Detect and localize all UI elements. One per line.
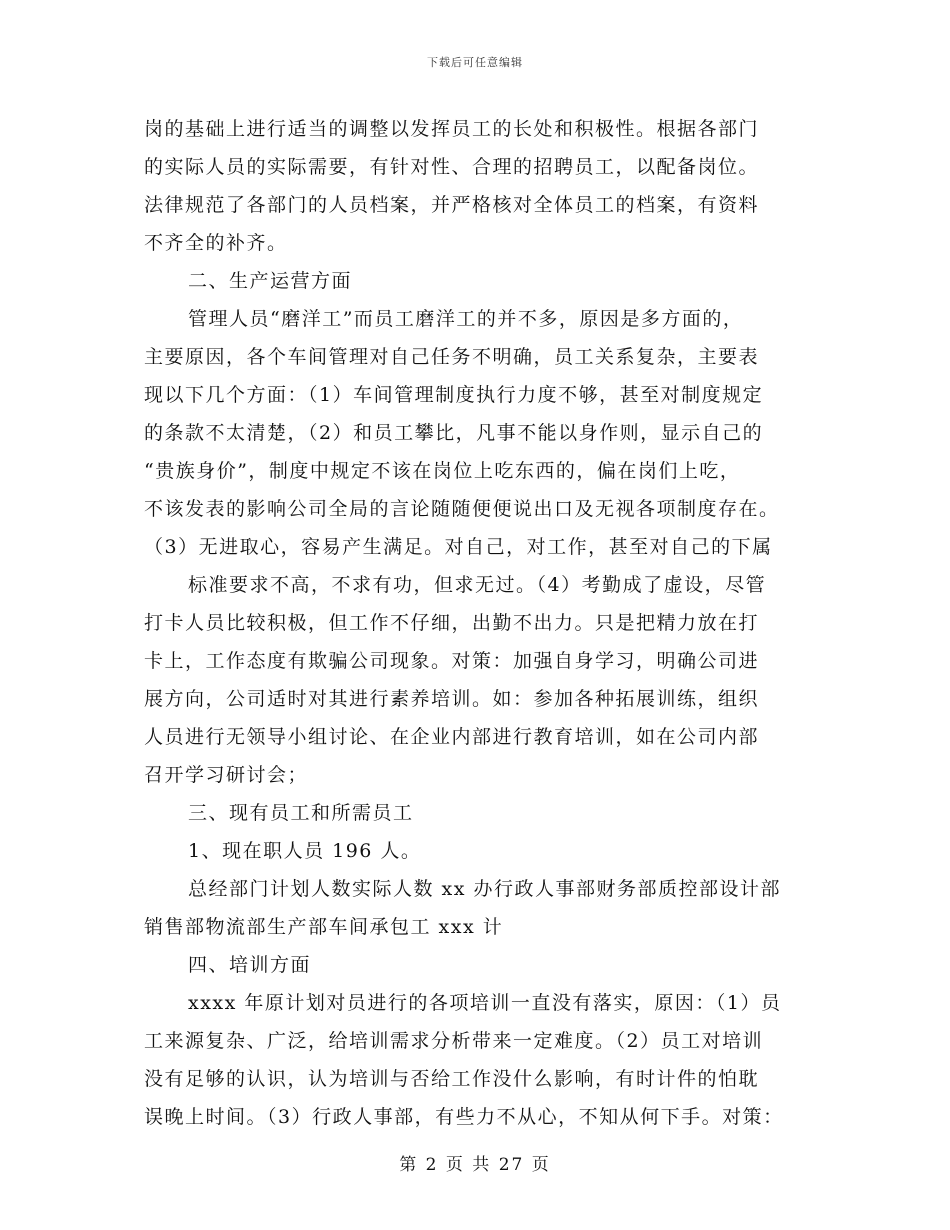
section-heading: 四、培训方面 xyxy=(188,954,312,976)
body-line: 销售部物流部生产部车间承包工 xxx 计 xyxy=(144,916,504,938)
body-line: 法律规范了各部门的人员档案，并严格核对全体员工的档案，有资料 xyxy=(144,194,760,216)
body-line: 现以下几个方面：（1）车间管理制度执行力度不够，甚至对制度规定 xyxy=(144,384,764,406)
body-line: xxxx 年原计划对员进行的各项培训一直没有落实，原因：（1）员 xyxy=(188,992,782,1014)
section-heading: 二、生产运营方面 xyxy=(188,270,353,292)
body-line: 的实际人员的实际需要，有针对性、合理的招聘员工，以配备岗位。 xyxy=(144,156,760,178)
body-line: 打卡人员比较积极，但工作不仔细，出勤不出力。只是把精力放在打 xyxy=(144,612,760,634)
body-line: 1、现在职人员 196 人。 xyxy=(188,840,422,862)
body-line: 展方向，公司适时对其进行素养培训。如：参加各种拓展训练，组织 xyxy=(144,688,760,710)
body-line: 主要原因，各个车间管理对自己任务不明确，员工关系复杂，主要表 xyxy=(144,346,760,368)
document-body xyxy=(144,110,824,1136)
page-header: 下载后可任意编辑 xyxy=(427,56,523,69)
section-heading: 三、现有员工和所需员工 xyxy=(188,802,414,824)
body-line: 误晚上时间。（3）行政人事部，有些力不从心，不知从何下手。对策： xyxy=(144,1106,784,1128)
body-line: 工来源复杂、广泛，给培训需求分析带来一定难度。（2）员工对培训 xyxy=(144,1030,764,1052)
body-line: 的条款不太清楚，（2）和员工攀比，凡事不能以身作则，显示自己的 xyxy=(144,422,764,444)
body-line: 管理人员“磨洋工”而员工磨洋工的并不多，原因是多方面的， xyxy=(188,308,744,330)
body-line: 总经部门计划人数实际人数 xx 办行政人事部财务部质控部设计部 xyxy=(188,878,782,900)
body-line: 不该发表的影响公司全局的言论随随便便说出口及无视各项制度存在。 xyxy=(144,498,780,520)
body-line: 没有足够的认识，认为培训与否给工作没什么影响，有时计件的怕耽 xyxy=(144,1068,760,1090)
body-line: 召开学习研讨会； xyxy=(144,764,309,786)
body-line: “贵族身价”，制度中规定不该在岗位上吃东西的，偏在岗们上吃， xyxy=(144,460,741,482)
body-line: 卡上，工作态度有欺骗公司现象。对策：加强自身学习，明确公司进 xyxy=(144,650,760,672)
body-line: （3）无进取心，容易产生满足。对自己，对工作，甚至对自己的下属 xyxy=(144,536,773,558)
body-line: 标准要求不高，不求有功，但求无过。（4）考勤成了虚设，尽管 xyxy=(188,574,767,596)
page-footer: 第 2 页 共 27 页 xyxy=(399,1155,551,1175)
body-line: 岗的基础上进行适当的调整以发挥员工的长处和积极性。根据各部门 xyxy=(144,118,760,140)
body-line: 不齐全的补齐。 xyxy=(144,232,288,254)
body-line: 人员进行无领导小组讨论、在企业内部进行教育培训，如在公司内部 xyxy=(144,726,760,748)
